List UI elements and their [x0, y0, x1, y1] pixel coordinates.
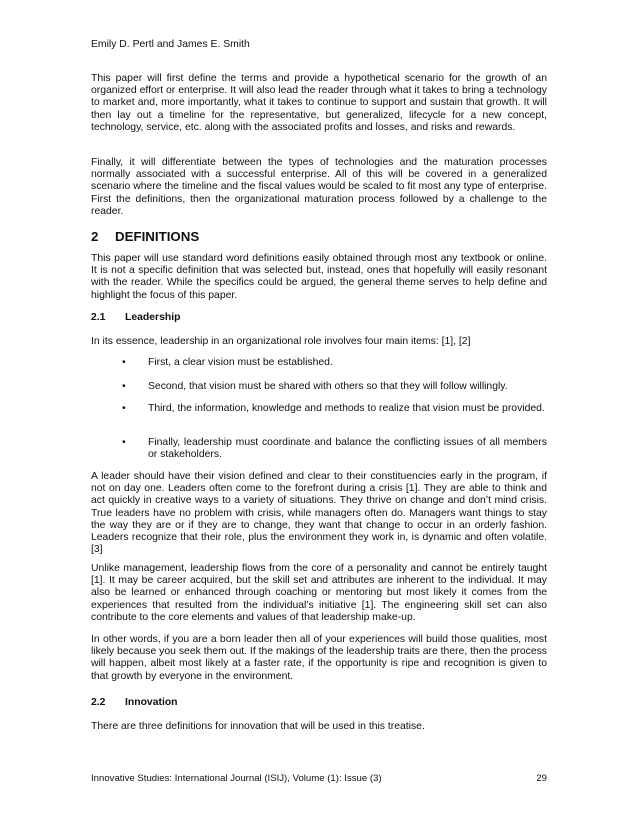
leadership-bullet-1 — [122, 357, 547, 369]
leadership-bullet-2 — [122, 381, 547, 393]
running-footer — [91, 773, 547, 785]
leadership-paragraph-1: A leader should have their vision defined and clear to their constituencies early in the program, if not on day one. Leaders often come to the forefront during a crisis [1]. They are able to think and act quickly in creative ways to a variety of situations. They thrive on change and don’t mind crisis. True leaders have no problem with crisis, while managers often do. Managers want things to stay the way they are or if they are to change, they want that change to occur in an orderly fashion. Leaders recognize that their role, plus the environment they work in, is dynamic and often volatile. [3] — [91, 471, 547, 556]
running-header-authors: Emily D. Pertl and James E. Smith — [91, 39, 250, 50]
leadership-paragraph-2: Unlike management, leadership flows from the core of a personality and cannot be entirely taught [1]. It may be career acquired, but the skill set and attributes are inherent to the individual. It may also be learned or enhanced through coaching or mentoring but most likely it comes from the experiences that resulted from the individual’s initiative [1]. The engineering skill set can also contribute to the core elements and values of that leadership make-up. — [91, 563, 547, 623]
definitions-paragraph: This paper will use standard word definitions easily obtained through most any textbook or online. It is not a specific definition that was selected but, instead, ones that hopefully will easily resonant with the reader. While the specifics could be argued, the general theme serves to help define and highlight the focus of this paper. — [91, 253, 547, 301]
subsection-number: 2.2 — [91, 697, 106, 708]
section-title: DEFINITIONS — [115, 229, 200, 244]
subsection-title: Leadership — [125, 312, 181, 323]
leadership-intro: In its essence, leadership in an organizational role involves four main items: [1], [2] — [91, 336, 471, 347]
footer-journal: Innovative Studies: International Journal (ISIJ), Volume (1): Issue (3) — [91, 773, 382, 784]
subsection-heading-innovation — [91, 697, 178, 709]
section-heading-definitions — [91, 229, 199, 244]
leadership-bullet-4 — [122, 437, 547, 461]
innovation-paragraph: There are three definitions for innovation that will be used in this treatise. — [91, 721, 425, 732]
leadership-bullet-3 — [122, 403, 547, 415]
subsection-number: 2.1 — [91, 312, 106, 323]
subsection-heading-leadership — [91, 312, 180, 324]
bullet-icon: • — [122, 403, 126, 414]
bullet-icon: • — [122, 381, 126, 392]
leadership-paragraph-3: In other words, if you are a born leader then all of your experiences will build those qualities, most likely because you seek them out. If the makings of the leadership traits are there, then the process will happen, albeit most likely at a faster rate, if the opportunity is ripe and recognition is given to that growth by everyone in the environment. — [91, 634, 547, 682]
bullet-text: First, a clear vision must be established. — [148, 357, 333, 368]
bullet-text: Finally, leadership must coordinate and balance the conflicting issues of all members or stakeholders. — [148, 437, 547, 461]
intro-paragraph-2: Finally, it will differentiate between the types of technologies and the maturation processes normally associated with a successful enterprise. All of this will be covered in a generalized scenario where the timeline and the fiscal values would be scaled to fit most any type of enterprise. First the definitions, then the organizational maturation process followed by a challenge to the reader. — [91, 157, 547, 217]
intro-paragraph-1: This paper will first define the terms and provide a hypothetical scenario for the growth of an organized effort or enterprise. It will also lead the reader through what it takes to bring a technology to market and, more importantly, what it takes to continue to support and sustain that growth. It will then lay out a timeline for the representative, but generalized, lifecycle for a new concept, technology, service, etc. along with the associated profits and losses, and risks and rewards. — [91, 73, 547, 133]
page-number: 29 — [536, 773, 547, 784]
section-number: 2 — [91, 229, 99, 244]
bullet-icon: • — [122, 357, 126, 368]
bullet-text: Third, the information, knowledge and methods to realize that vision must be provided. — [148, 403, 545, 414]
bullet-text: Second, that vision must be shared with others so that they will follow willingly. — [148, 381, 508, 392]
subsection-title: Innovation — [125, 697, 178, 708]
bullet-icon: • — [122, 437, 126, 448]
